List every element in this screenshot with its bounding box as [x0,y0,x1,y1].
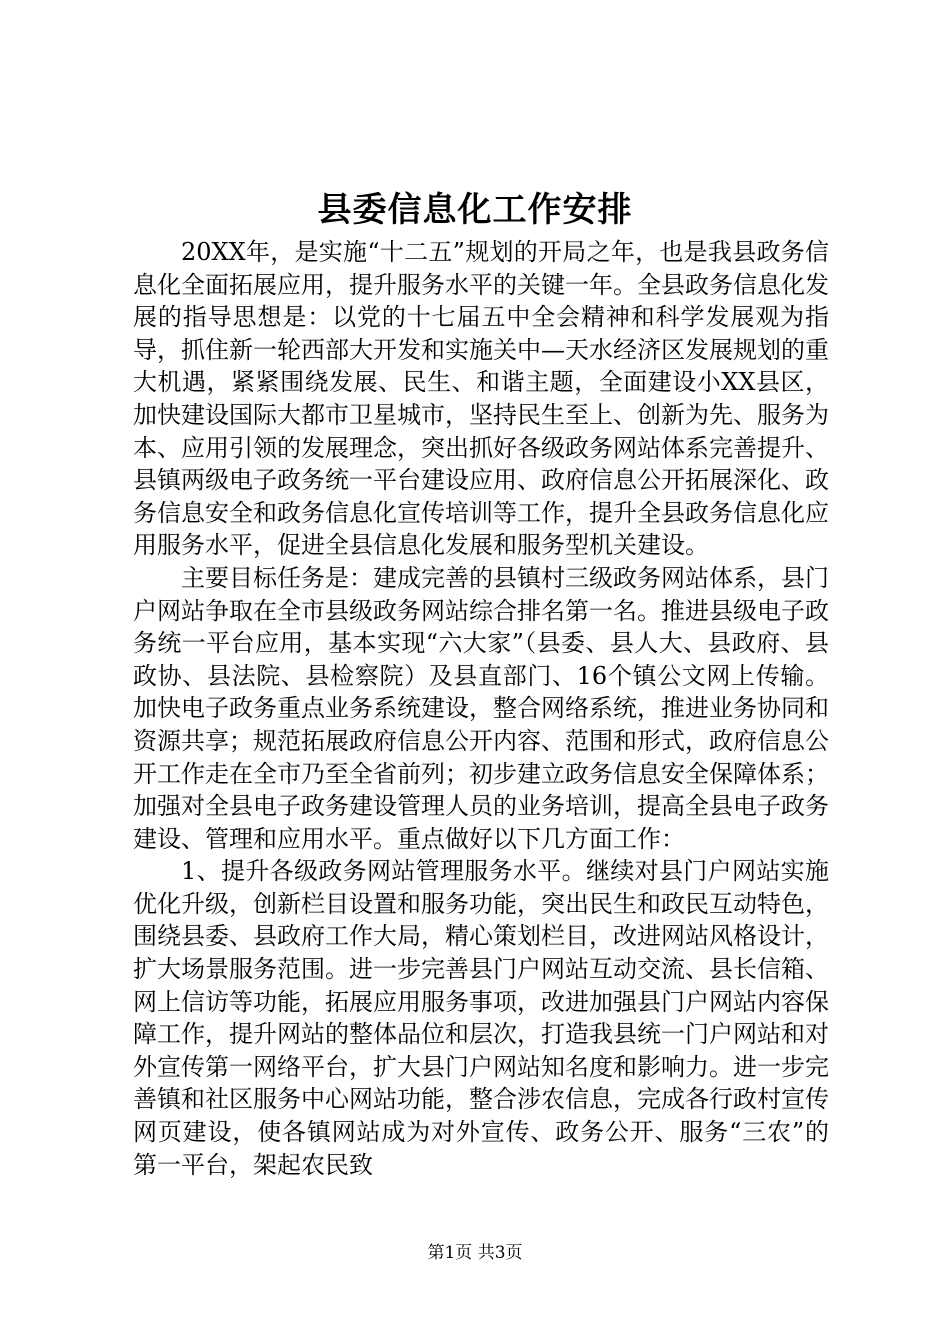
document-title: 县委信息化工作安排 [317,190,633,230]
page-footer: 第1页 共3页 [427,1243,523,1263]
document-body [133,236,829,1181]
paragraph-item-1: 1、提升各级政务网站管理服务水平。继续对县门户网站实施优化升级，创新栏目设置和服务功能，突出民生和政民互动特色，围绕县委、县政府工作大局，精心策划栏目，改进网站风格设计，扩大场景服务范围。进一步完善县门户网站互动交流、县长信箱、网上信访等功能，拓展应用服务事项，改进加强县门户网站内容保障工作，提升网站的整体品位和层次，打造我县统一门户网站和对外宣传第一网络平台，扩大县门户网站知名度和影响力。进一步完善镇和社区服务中心网站功能，整合涉农信息，完成各行政村宣传网页建设，使各镇网站成为对外宣传、政务公开、服务“三农”的第一平台，架起农民致 [133,857,829,1179]
paragraph-intro: 20XX年，是实施“十二五”规划的开局之年，也是我县政务信息化全面拓展应用，提升服务水平的关键一年。全县政务信息化发展的指导思想是：以党的十七届五中全会精神和科学发展观为指导，抓住新一轮西部大开发和实施关中—天水经济区发展规划的重大机遇，紧紧围绕发展、民生、和谐主题，全面建设小XX县区，加快建设国际大都市卫星城市，坚持民生至上、创新为先、服务为本、应用引领的发展理念，突出抓好各级政务网站体系完善提升、县镇两级电子政务统一平台建设应用、政府信息公开拓展深化、政务信息安全和政务信息化宣传培训等工作，提升全县政务信息化应用服务水平，促进全县信息化发展和服务型机关建设。 [133,238,829,560]
paragraph-main-targets: 主要目标任务是：建成完善的县镇村三级政务网站体系，县门户网站争取在全市县级政务网站综合排名第一名。推进县级电子政务统一平台应用，基本实现“六大家”（县委、县人大、县政府、县政协、县法院、县检察院）及县直部门、16个镇公文网上传输。加快电子政务重点业务系统建设，整合网络系统，推进业务协同和资源共享；规范拓展政府信息公开内容、范围和形式，政府信息公开工作走在全市乃至全省前列；初步建立政务信息安全保障体系；加强对全县电子政务建设管理人员的业务培训，提高全县电子政务建设、管理和应用水平。重点做好以下几方面工作： [133,563,829,853]
